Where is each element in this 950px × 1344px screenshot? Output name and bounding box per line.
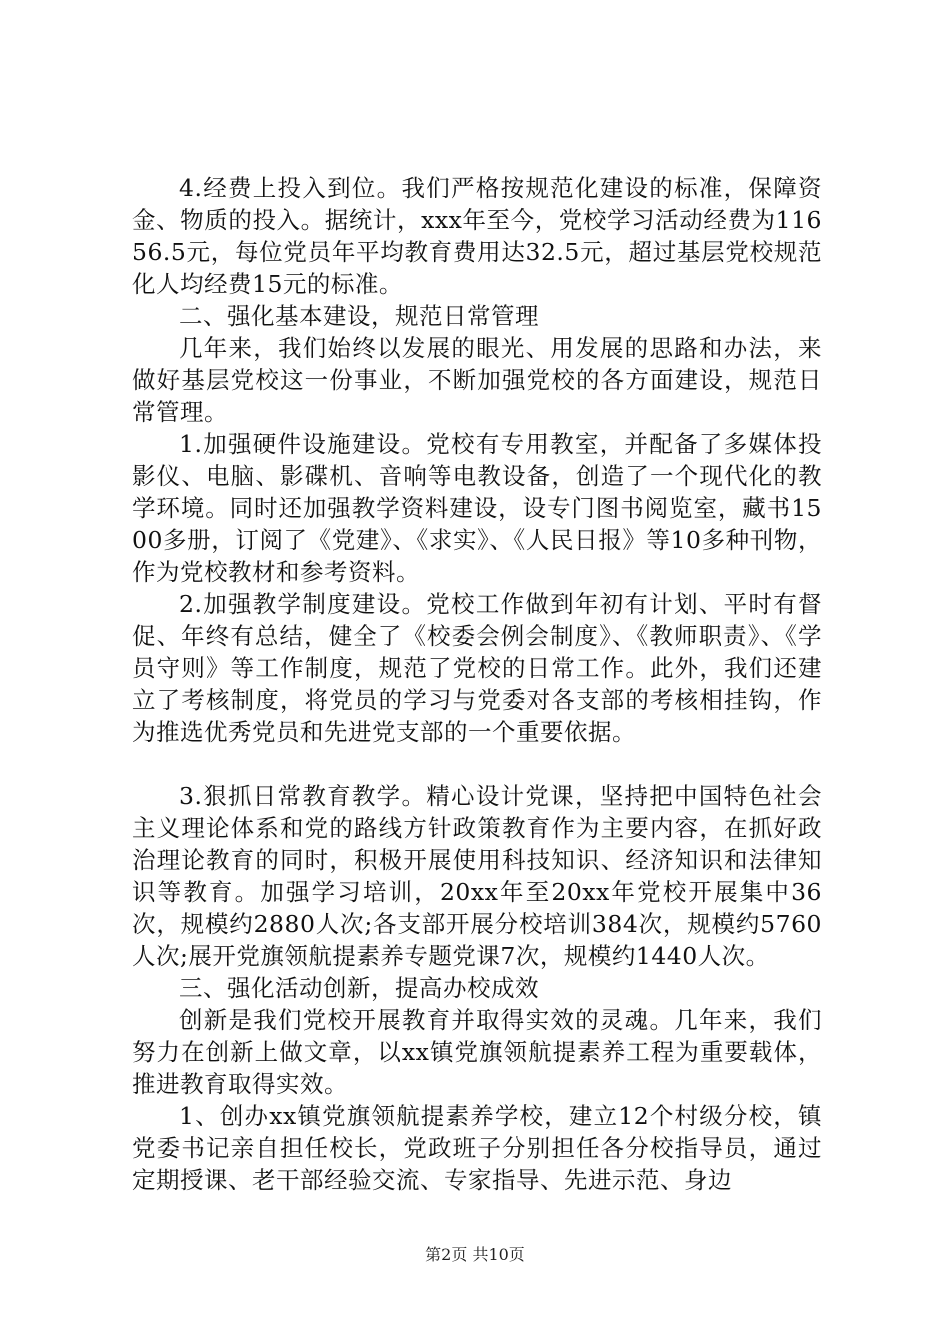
paragraph-intro-development: 几年来，我们始终以发展的眼光、用发展的思路和办法，来做好基层党校这一份事业，不断加强党校的各方面建设，规范日常管理。: [132, 334, 822, 426]
section-heading-innovation: 三、强化活动创新，提高办校成效: [179, 974, 539, 1002]
paragraph-daily-education: 3.狠抓日常教育教学。精心设计党课，坚持把中国特色社会主义理论体系和党的路线方针政策教育作为主要内容，在抓好政治理论教育的同时，积极开展使用科技知识、经济知识和法律知识等教育。加强学习培训，20xx年至20xx年党校开展集中36次，规模约2880人次;各支部开展分校培训384次，规模约5760人次;展开党旗领航提素养专题党课7次，规模约1440人次。: [132, 782, 822, 970]
paragraph-funding: 4.经费上投入到位。我们严格按规范化建设的标准，保障资金、物质的投入。据统计，xxx年至今，党校学习活动经费为11656.5元，每位党员年平均教育费用达32.5元，超过基层党校规范化人均经费15元的标准。: [132, 174, 822, 298]
document-body: [132, 172, 822, 1196]
paragraph-hardware-facilities: 1.加强硬件设施建设。党校有专用教室，并配备了多媒体投影仪、电脑、影碟机、音响等电教设备，创造了一个现代化的教学环境。同时还加强教学资料建设，设专门图书阅览室，藏书1500多册，订阅了《党建》、《求实》、《人民日报》等10多种刊物，作为党校教材和参考资料。: [132, 430, 822, 586]
paragraph-founding-school: 1、创办xx镇党旗领航提素养学校，建立12个村级分校，镇党委书记亲自担任校长，党政班子分别担任各分校指导员，通过定期授课、老干部经验交流、专家指导、先进示范、身边: [132, 1102, 822, 1194]
paragraph-innovation-soul: 创新是我们党校开展教育并取得实效的灵魂。几年来，我们努力在创新上做文章，以xx镇党旗领航提素养工程为重要载体，推进教育取得实效。: [132, 1006, 822, 1098]
section-heading-basic-construction: 二、强化基本建设，规范日常管理: [179, 302, 539, 330]
paragraph-teaching-system: 2.加强教学制度建设。党校工作做到年初有计划、平时有督促、年终有总结，健全了《校委会例会制度》、《教师职责》、《学员守则》等工作制度，规范了党校的日常工作。此外，我们还建立了考核制度，将党员的学习与党委对各支部的考核相挂钩，作为推选优秀党员和先进党支部的一个重要依据。: [132, 590, 822, 746]
page-footer: 第2页 共10页: [425, 1245, 525, 1264]
